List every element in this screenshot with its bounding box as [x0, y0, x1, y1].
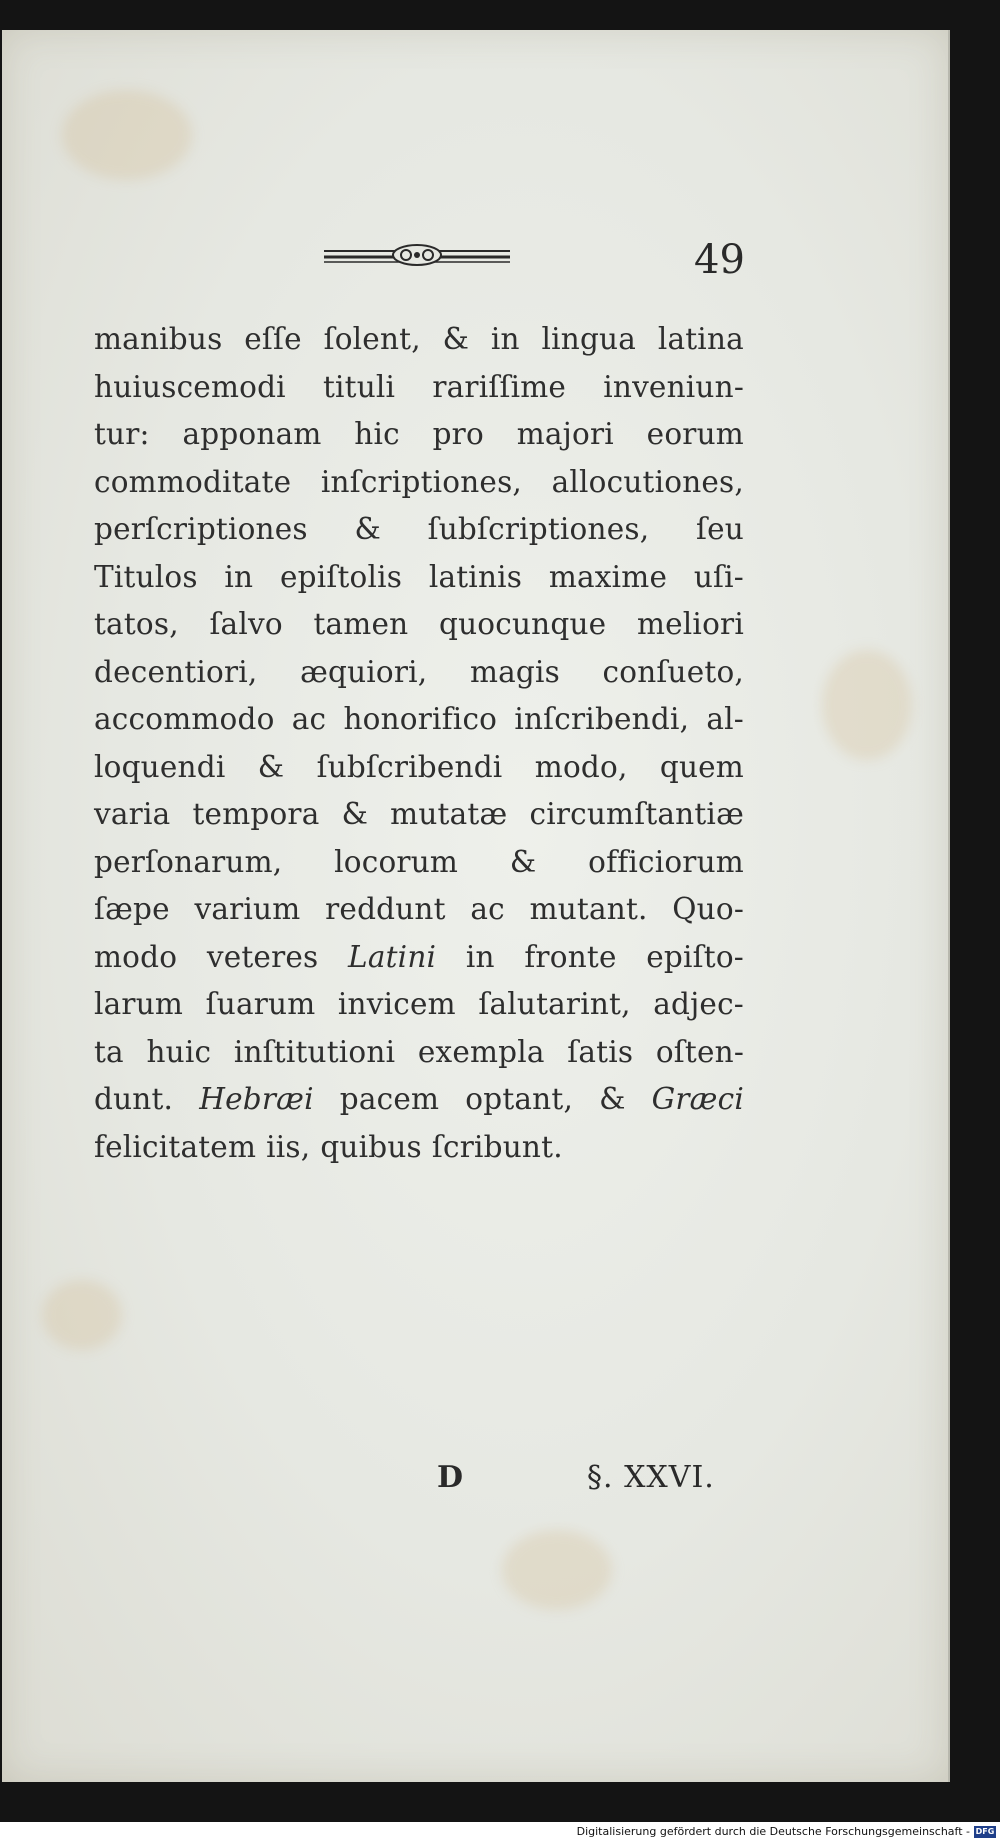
text-line: [94, 554, 744, 602]
word: dunt.: [94, 1082, 174, 1116]
book-page: [2, 30, 950, 1782]
word: Hebræi: [199, 1082, 314, 1116]
word: maxime: [548, 559, 668, 594]
word: in: [224, 559, 254, 594]
word: ac: [291, 702, 327, 736]
text-line: [94, 839, 744, 887]
word: perſcriptiones: [94, 512, 308, 546]
word: &: [599, 1082, 626, 1116]
word: tituli: [322, 369, 396, 404]
word: al-: [706, 702, 744, 736]
word: iis,: [266, 1129, 311, 1164]
word: Titulos: [94, 559, 198, 594]
text-line: [94, 364, 744, 412]
word: Græci: [651, 1082, 744, 1116]
text-line: [94, 649, 744, 697]
text-line: [94, 744, 744, 792]
word: magis: [469, 654, 560, 689]
word: in: [465, 939, 495, 974]
page-number: 49: [694, 237, 745, 283]
word: felicitatem: [94, 1129, 257, 1164]
digitization-credit: Digitalisierung gefördert durch die Deutsche Forschungsgemeinschaft -: [576, 1825, 970, 1838]
word: adjec-: [653, 987, 744, 1021]
word: &: [509, 844, 537, 879]
word: eorum: [646, 417, 744, 451]
word: exempla: [417, 1034, 545, 1069]
word: ſcribunt.: [431, 1129, 563, 1164]
word: modo,: [534, 749, 628, 784]
word: tempora: [192, 797, 320, 831]
word: ſubſcribendi: [316, 749, 503, 784]
word: circumſtantiæ: [529, 797, 744, 831]
page-footer: [2, 1460, 948, 1520]
word: ſæpe: [94, 892, 170, 926]
word: perſonarum,: [94, 844, 283, 879]
word: mutatæ: [390, 797, 508, 831]
word: quibus: [320, 1129, 422, 1164]
word: huiuscemodi: [94, 369, 286, 404]
word: Latini: [348, 939, 437, 974]
word: ſalvo: [209, 607, 283, 641]
word: &: [442, 322, 470, 356]
word: decentiori,: [94, 654, 258, 689]
word: inſcriptiones,: [320, 464, 522, 499]
word: &: [341, 797, 369, 831]
word: fronte: [524, 939, 617, 974]
foxing-stain: [822, 650, 912, 760]
word: oſten-: [655, 1034, 744, 1069]
word: tur:: [94, 417, 150, 451]
word: pacem: [339, 1082, 440, 1116]
word: quocunque: [439, 607, 607, 641]
word: ſubſcriptiones,: [427, 512, 650, 546]
word: officiorum: [588, 844, 744, 879]
word: ſolent,: [323, 322, 421, 356]
word: in: [490, 322, 520, 356]
word: veteres: [206, 939, 319, 974]
word: mutant.: [529, 892, 648, 926]
word: quem: [659, 749, 744, 784]
text-line: [94, 1029, 744, 1077]
word: pro: [432, 417, 484, 451]
word: tatos,: [94, 607, 179, 641]
word: &: [354, 512, 381, 546]
dfg-logo-icon: DFG: [975, 1827, 995, 1836]
text-line: [94, 886, 744, 934]
word: ſalutarint,: [478, 987, 631, 1021]
catchword: §. XXVI.: [587, 1460, 715, 1495]
page-header: [2, 208, 948, 283]
word: varium: [194, 892, 301, 926]
word: loquendi: [94, 749, 226, 784]
word: ſatis: [567, 1034, 634, 1069]
signature-mark: D: [437, 1460, 464, 1495]
word: allocutiones,: [551, 464, 744, 499]
text-line: [94, 981, 744, 1029]
word: commoditate: [94, 464, 292, 499]
digitization-credit-bar: [0, 1822, 1000, 1842]
word: inſtitutioni: [233, 1034, 396, 1069]
text-line: [94, 411, 744, 459]
word: Quo-: [672, 892, 744, 926]
text-line: [94, 1124, 744, 1172]
word: æquiori,: [300, 654, 428, 689]
word: epiſto-: [646, 939, 744, 974]
text-line: [94, 696, 744, 744]
text-line: [94, 316, 744, 364]
foxing-stain: [62, 90, 192, 180]
foxing-stain: [502, 1530, 612, 1610]
word: larum: [94, 987, 184, 1021]
word: optant,: [465, 1082, 574, 1116]
word: tamen: [313, 607, 409, 641]
word: uſi-: [693, 559, 744, 594]
word: hic: [354, 417, 400, 451]
word: latinis: [428, 559, 523, 594]
word: locorum: [334, 844, 459, 879]
word: varia: [94, 797, 171, 831]
text-line: [94, 1076, 744, 1124]
text-line: [94, 791, 744, 839]
word: ta: [94, 1034, 124, 1069]
word: &: [257, 749, 285, 784]
word: modo: [94, 939, 178, 974]
word: reddunt: [325, 892, 446, 926]
word: manibus: [94, 322, 223, 356]
word: ſuarum: [205, 987, 316, 1021]
word: invicem: [337, 987, 456, 1021]
word: meliori: [636, 607, 744, 641]
text-line: [94, 934, 744, 982]
body-text: [94, 316, 744, 1171]
word: apponam: [182, 417, 322, 451]
foxing-stain: [42, 1280, 122, 1350]
word: inveniun-: [603, 369, 744, 404]
word: majori: [516, 417, 614, 451]
word: latina: [657, 322, 744, 356]
word: lingua: [541, 322, 637, 356]
word: honorifico: [343, 702, 498, 736]
word: ſeu: [695, 512, 744, 546]
word: ac: [470, 892, 505, 926]
word: huic: [146, 1034, 212, 1069]
word: rariſſime: [432, 369, 567, 404]
text-line: [94, 459, 744, 507]
word: inſcribendi,: [514, 702, 690, 736]
word: epiſtolis: [279, 559, 403, 594]
word: eſſe: [244, 322, 302, 356]
word: conſueto,: [602, 654, 744, 689]
ornament-rule-icon: [322, 242, 512, 268]
word: accommodo: [94, 702, 275, 736]
text-line: [94, 506, 744, 554]
text-line: [94, 601, 744, 649]
